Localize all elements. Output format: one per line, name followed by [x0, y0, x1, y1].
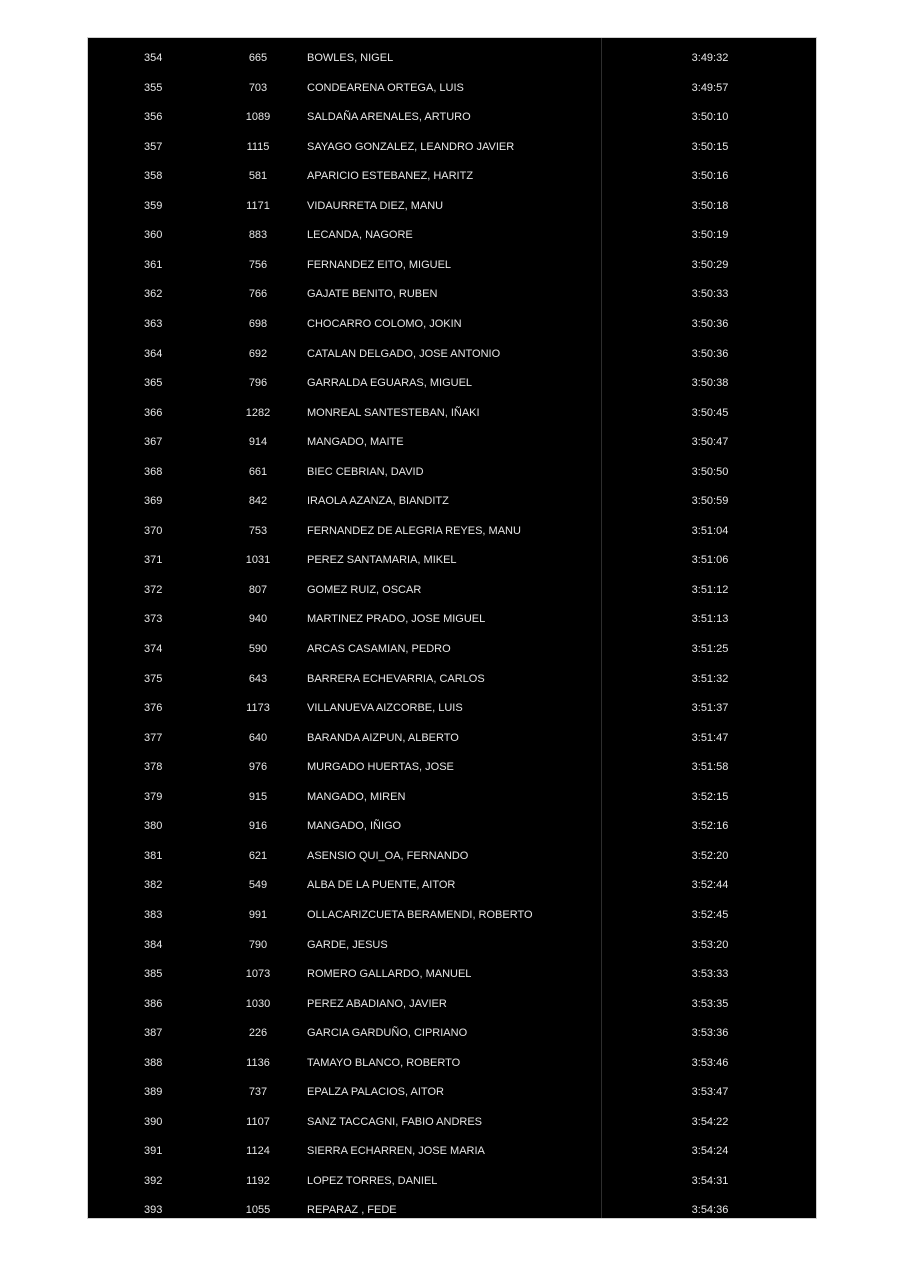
position-cell: 368 — [144, 465, 163, 478]
table-row — [88, 846, 816, 866]
position-cell: 382 — [144, 879, 163, 892]
bib-number-cell: 1192 — [246, 1174, 270, 1187]
finish-time-cell: 3:50:59 — [691, 495, 729, 508]
bib-number-cell: 643 — [248, 672, 268, 685]
runner-name-cell: FERNANDEZ DE ALEGRIA REYES, MANU — [307, 524, 521, 537]
runner-name-cell: OLLACARIZCUETA BERAMENDI, ROBERTO — [307, 908, 533, 921]
table-row — [88, 905, 816, 925]
finish-time-cell: 3:53:20 — [691, 938, 729, 951]
position-cell: 384 — [144, 938, 163, 951]
bib-number-cell: 1282 — [245, 406, 271, 419]
table-row — [88, 935, 816, 955]
table-row — [88, 994, 816, 1014]
table-row — [88, 491, 816, 511]
bib-number-cell: 692 — [248, 347, 268, 360]
finish-time-cell: 3:50:38 — [691, 377, 729, 390]
table-row — [88, 521, 816, 541]
finish-time-cell: 3:50:19 — [691, 229, 729, 242]
finish-time-cell: 3:50:36 — [691, 347, 729, 360]
table-row — [88, 462, 816, 482]
runner-name-cell: BARANDA AIZPUN, ALBERTO — [307, 731, 459, 744]
finish-time-cell: 3:50:50 — [691, 465, 729, 478]
position-cell: 383 — [144, 908, 163, 921]
finish-time-cell: 3:54:24 — [691, 1145, 729, 1158]
bib-number-cell: 842 — [248, 495, 268, 508]
finish-time-cell: 3:52:20 — [691, 849, 729, 862]
runner-name-cell: GARRALDA EGUARAS, MIGUEL — [307, 377, 473, 390]
table-row — [88, 432, 816, 452]
position-cell: 380 — [144, 820, 163, 833]
bib-number-cell: 581 — [248, 170, 268, 183]
finish-time-cell: 3:52:16 — [691, 820, 729, 833]
bib-number-cell: 1136 — [246, 1056, 270, 1069]
finish-time-cell: 3:50:45 — [691, 406, 729, 419]
position-cell: 373 — [144, 613, 163, 626]
runner-name-cell: SAYAGO GONZALEZ, LEANDRO JAVIER — [307, 140, 515, 153]
table-row — [88, 78, 816, 98]
runner-name-cell: CATALAN DELGADO, JOSE ANTONIO — [307, 347, 501, 360]
position-cell: 390 — [144, 1115, 163, 1128]
position-cell: 362 — [144, 288, 163, 301]
bib-number-cell: 976 — [248, 761, 268, 774]
finish-time-cell: 3:51:04 — [691, 524, 729, 537]
table-row — [88, 757, 816, 777]
position-cell: 355 — [144, 81, 163, 94]
finish-time-cell: 3:51:25 — [691, 643, 729, 655]
position-cell: 392 — [144, 1174, 163, 1187]
position-cell: 378 — [144, 761, 163, 774]
runner-name-cell: GARDE, JESUS — [307, 938, 388, 951]
bib-number-cell: 916 — [248, 820, 268, 833]
table-row — [88, 284, 816, 304]
runner-name-cell: PEREZ ABADIANO, JAVIER — [307, 997, 447, 1010]
bib-number-cell: 940 — [248, 613, 268, 626]
position-cell: 379 — [144, 790, 163, 803]
bib-number-cell: 621 — [248, 849, 268, 862]
bib-number-cell: 737 — [248, 1086, 268, 1099]
runner-name-cell: CHOCARRO COLOMO, JOKIN — [307, 317, 462, 330]
position-cell: 375 — [144, 672, 163, 685]
runner-name-cell: MURGADO HUERTAS, JOSE — [307, 761, 454, 774]
position-cell: 366 — [144, 406, 163, 419]
runner-name-cell: MONREAL SANTESTEBAN, IÑAKI — [307, 406, 480, 419]
position-cell: 357 — [144, 140, 163, 153]
finish-time-cell: 3:49:32 — [691, 52, 729, 64]
bib-number-cell: 640 — [248, 731, 268, 744]
runner-name-cell: ARCAS CASAMIAN, PEDRO — [307, 643, 451, 655]
bib-number-cell: 1031 — [245, 554, 271, 567]
runner-name-cell: ROMERO GALLARDO, MANUEL — [307, 968, 472, 981]
table-row — [88, 1082, 816, 1102]
position-cell: 393 — [144, 1204, 163, 1217]
finish-time-cell: 3:52:45 — [691, 908, 729, 921]
bib-number-cell: 914 — [248, 436, 268, 449]
finish-time-cell: 3:50:36 — [691, 317, 729, 330]
bib-number-cell: 661 — [248, 465, 268, 478]
position-cell: 385 — [144, 968, 163, 981]
runner-name-cell: GOMEZ RUIZ, OSCAR — [307, 583, 422, 596]
finish-time-cell: 3:53:47 — [691, 1086, 729, 1099]
table-row — [88, 964, 816, 984]
position-cell: 359 — [144, 199, 163, 212]
runner-name-cell: MANGADO, MIREN — [307, 790, 406, 803]
table-row — [88, 373, 816, 393]
table-row — [88, 609, 816, 629]
runner-name-cell: BOWLES, NIGEL — [307, 52, 394, 64]
bib-number-cell: 796 — [248, 377, 268, 390]
table-row — [88, 669, 816, 689]
table-row — [88, 550, 816, 570]
bib-number-cell: 1173 — [246, 702, 270, 715]
table-row — [88, 48, 816, 68]
table-row — [88, 1171, 816, 1191]
bib-number-cell: 698 — [248, 317, 268, 330]
position-cell: 356 — [144, 111, 163, 124]
table-row — [88, 639, 816, 659]
runner-name-cell: TAMAYO BLANCO, ROBERTO — [307, 1056, 461, 1069]
runner-name-cell: PEREZ SANTAMARIA, MIKEL — [307, 554, 457, 567]
finish-time-cell: 3:53:33 — [691, 968, 729, 981]
finish-time-cell: 3:50:16 — [691, 170, 729, 183]
finish-time-cell: 3:53:46 — [691, 1056, 729, 1069]
table-row — [88, 1200, 816, 1220]
table-row — [88, 875, 816, 895]
bib-number-cell: 766 — [248, 288, 268, 301]
runner-name-cell: SALDAÑA ARENALES, ARTURO — [307, 111, 471, 124]
runner-name-cell: IRAOLA AZANZA, BIANDITZ — [307, 495, 449, 508]
bib-number-cell: 1030 — [245, 997, 271, 1010]
position-cell: 364 — [144, 347, 163, 360]
position-cell: 371 — [144, 554, 163, 567]
runner-name-cell: SIERRA ECHARREN, JOSE MARIA — [307, 1145, 485, 1158]
table-row — [88, 1053, 816, 1073]
finish-time-cell: 3:53:36 — [691, 1027, 729, 1040]
finish-time-cell: 3:52:44 — [691, 879, 729, 892]
runner-name-cell: EPALZA PALACIOS, AITOR — [307, 1086, 444, 1099]
bib-number-cell: 883 — [248, 229, 268, 242]
finish-time-cell: 3:50:29 — [691, 258, 729, 271]
position-cell: 374 — [144, 643, 163, 655]
position-cell: 376 — [144, 702, 163, 715]
runner-name-cell: APARICIO ESTEBANEZ, HARITZ — [307, 170, 474, 183]
runner-name-cell: REPARAZ , FEDE — [307, 1204, 397, 1217]
position-cell: 387 — [144, 1027, 163, 1040]
finish-time-cell: 3:54:31 — [691, 1174, 729, 1187]
runner-name-cell: MANGADO, IÑIGO — [307, 820, 402, 833]
runner-name-cell: MANGADO, MAITE — [307, 436, 404, 449]
bib-number-cell: 1115 — [246, 140, 270, 153]
table-row — [88, 787, 816, 807]
bib-number-cell: 1107 — [246, 1115, 270, 1128]
finish-time-cell: 3:50:47 — [691, 436, 729, 449]
table-row — [88, 1023, 816, 1043]
table-row — [88, 580, 816, 600]
finish-time-cell: 3:51:32 — [691, 672, 729, 685]
position-cell: 377 — [144, 731, 163, 744]
finish-time-cell: 3:50:10 — [691, 111, 729, 124]
bib-number-cell: 807 — [248, 583, 268, 596]
runner-name-cell: FERNANDEZ EITO, MIGUEL — [307, 258, 452, 271]
finish-time-cell: 3:51:37 — [691, 702, 729, 715]
position-cell: 361 — [144, 258, 163, 271]
table-row — [88, 196, 816, 216]
runner-name-cell: MARTINEZ PRADO, JOSE MIGUEL — [307, 613, 486, 626]
runner-name-cell: ASENSIO QUI_OA, FERNANDO — [307, 849, 469, 862]
runner-name-cell: VIDAURRETA DIEZ, MANU — [307, 199, 444, 212]
bib-number-cell: 549 — [248, 879, 268, 892]
bib-number-cell: 1073 — [245, 968, 271, 981]
bib-number-cell: 703 — [248, 81, 268, 94]
finish-time-cell: 3:51:12 — [691, 583, 729, 596]
bib-number-cell: 590 — [248, 643, 268, 655]
runner-name-cell: LOPEZ TORRES, DANIEL — [307, 1174, 438, 1187]
position-cell: 389 — [144, 1086, 163, 1099]
bib-number-cell: 753 — [248, 524, 268, 537]
position-cell: 360 — [144, 229, 163, 242]
bib-number-cell: 991 — [248, 908, 268, 921]
finish-time-cell: 3:50:33 — [691, 288, 729, 301]
finish-time-cell: 3:51:47 — [691, 731, 729, 744]
bib-number-cell: 756 — [248, 258, 268, 271]
bib-number-cell: 1055 — [245, 1204, 271, 1217]
position-cell: 370 — [144, 524, 163, 537]
position-cell: 365 — [144, 377, 163, 390]
table-row — [88, 1141, 816, 1161]
runner-name-cell: GAJATE BENITO, RUBEN — [307, 288, 438, 301]
bib-number-cell: 665 — [248, 52, 268, 64]
table-row — [88, 728, 816, 748]
finish-time-cell: 3:52:15 — [691, 790, 729, 803]
finish-time-cell: 3:49:57 — [691, 81, 729, 94]
position-cell: 372 — [144, 583, 163, 596]
position-cell: 381 — [144, 849, 163, 862]
table-row — [88, 166, 816, 186]
finish-time-cell: 3:51:13 — [691, 613, 729, 626]
finish-time-cell: 3:50:15 — [691, 140, 729, 153]
runner-name-cell: BIEC CEBRIAN, DAVID — [307, 465, 424, 478]
finish-time-cell: 3:51:58 — [691, 761, 729, 774]
table-row — [88, 1112, 816, 1132]
runner-name-cell: SANZ TACCAGNI, FABIO ANDRES — [307, 1115, 483, 1128]
position-cell: 388 — [144, 1056, 163, 1069]
table-row — [88, 314, 816, 334]
table-row — [88, 403, 816, 423]
runner-name-cell: LECANDA, NAGORE — [307, 229, 413, 242]
position-cell: 363 — [144, 317, 163, 330]
results-table — [87, 37, 817, 1219]
table-row — [88, 225, 816, 245]
finish-time-cell: 3:54:22 — [691, 1115, 729, 1128]
table-row — [88, 107, 816, 127]
finish-time-cell: 3:51:06 — [691, 554, 729, 567]
bib-number-cell: 790 — [248, 938, 268, 951]
position-cell: 367 — [144, 436, 163, 449]
finish-time-cell: 3:54:36 — [691, 1204, 729, 1217]
bib-number-cell: 915 — [248, 790, 268, 803]
table-row — [88, 137, 816, 157]
bib-number-cell: 226 — [248, 1027, 268, 1040]
finish-time-cell: 3:53:35 — [691, 997, 729, 1010]
table-row — [88, 255, 816, 275]
table-row — [88, 816, 816, 836]
runner-name-cell: ALBA DE LA PUENTE, AITOR — [307, 879, 456, 892]
table-row — [88, 698, 816, 718]
bib-number-cell: 1124 — [246, 1145, 270, 1158]
position-cell: 391 — [144, 1145, 163, 1158]
bib-number-cell: 1089 — [245, 111, 271, 124]
runner-name-cell: VILLANUEVA AIZCORBE, LUIS — [307, 702, 463, 715]
position-cell: 354 — [144, 52, 163, 64]
position-cell: 369 — [144, 495, 163, 508]
bib-number-cell: 1171 — [246, 199, 270, 212]
table-row — [88, 344, 816, 364]
runner-name-cell: CONDEARENA ORTEGA, LUIS — [307, 81, 464, 94]
position-cell: 358 — [144, 170, 163, 183]
runner-name-cell: BARRERA ECHEVARRIA, CARLOS — [307, 672, 485, 685]
finish-time-cell: 3:50:18 — [691, 199, 729, 212]
runner-name-cell: GARCIA GARDUÑO, CIPRIANO — [307, 1027, 468, 1040]
position-cell: 386 — [144, 997, 163, 1010]
